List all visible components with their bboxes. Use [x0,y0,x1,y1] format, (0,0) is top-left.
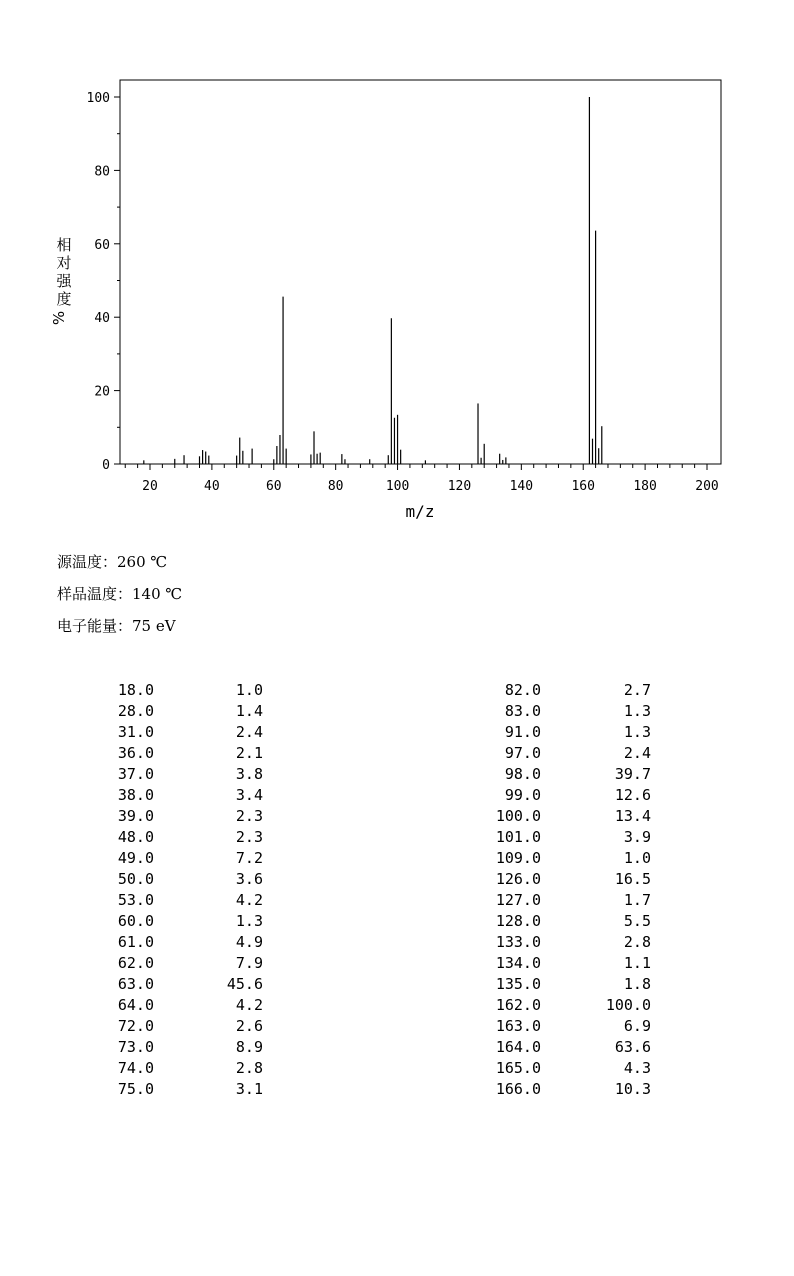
peak-mz: 165.0 [495,1059,541,1077]
peak-intensity: 1.7 [623,891,651,909]
peak-mz: 61.0 [117,933,154,951]
x-tick-label: 80 [327,479,344,494]
sample-temperature-value: 140 ℃ [132,585,183,603]
peak-intensity: 2.1 [235,744,263,762]
x-axis-label: m/z [405,502,435,521]
y-label-char: 度 [56,290,72,308]
x-tick-label: 100 [385,479,410,494]
peak-intensity: 3.1 [235,1080,263,1098]
peak-mz: 127.0 [495,891,541,909]
peak-mz: 28.0 [117,702,154,720]
peak-mz: 91.0 [504,723,541,741]
peak-intensity: 1.3 [235,912,263,930]
peak-mz: 39.0 [117,807,154,825]
y-label-char: 强 [56,272,72,290]
x-axis [125,464,718,494]
peak-mz: 36.0 [117,744,154,762]
peak-intensity: 2.3 [235,828,263,846]
peak-mz: 83.0 [504,702,541,720]
peak-mz: 72.0 [117,1017,154,1035]
peak-row [0,932,794,953]
x-tick-label: 40 [204,479,220,494]
y-label-char: 相 [56,236,72,254]
peak-row [0,827,794,848]
y-axis-label [50,236,72,325]
x-tick-label: 60 [265,479,282,494]
peak-intensity: 7.2 [235,849,263,867]
peak-intensity: 4.3 [623,1059,651,1077]
peak-mz: 53.0 [117,891,154,909]
peak-mz: 99.0 [504,786,541,804]
peak-intensity: 2.4 [235,723,263,741]
peak-row [0,995,794,1016]
y-tick-label: 40 [94,311,110,327]
peak-row [0,890,794,911]
peak-intensity: 63.6 [614,1038,651,1056]
peak-mz: 75.0 [117,1080,154,1098]
peak-mz: 60.0 [117,912,154,930]
peak-intensity: 1.0 [235,681,263,699]
peak-mz: 133.0 [495,933,541,951]
peak-intensity: 1.3 [623,723,651,741]
y-label-char: % [50,310,68,326]
sample-temperature-label: 样品温度： [57,585,133,603]
peak-mz: 50.0 [117,870,154,888]
peak-mz: 162.0 [495,996,541,1014]
y-label-char: 对 [56,254,72,272]
peak-row [0,680,794,701]
peak-mz: 31.0 [117,723,154,741]
electron-energy [57,615,176,636]
x-tick-label: 180 [633,479,657,494]
y-axis [87,91,120,473]
y-tick-label: 100 [86,91,110,106]
source-temperature [57,551,167,572]
peak-mz: 38.0 [117,786,154,804]
peak-intensity: 3.4 [235,786,263,804]
source-temperature-label: 源温度： [57,553,118,571]
peak-mz: 74.0 [117,1059,154,1077]
peak-mz: 166.0 [495,1080,541,1098]
peak-row [0,1016,794,1037]
peak-intensity: 3.9 [623,828,651,846]
peak-intensity: 7.9 [235,954,263,972]
peak-row [0,701,794,722]
peak-intensity: 2.8 [235,1059,263,1077]
peak-intensity: 13.4 [614,807,651,825]
peak-intensity: 2.4 [623,744,651,762]
peak-row [0,764,794,785]
peak-intensity: 100.0 [605,996,651,1014]
peak-mz: 64.0 [117,996,154,1014]
peak-intensity: 5.5 [623,912,651,930]
x-tick-label: 160 [571,479,595,494]
peak-intensity: 12.6 [614,786,651,804]
peak-intensity: 8.9 [235,1038,263,1056]
peak-intensity: 10.3 [614,1080,651,1098]
peak-intensity: 3.6 [235,870,263,888]
peak-row [0,806,794,827]
peak-intensity: 1.1 [623,954,651,972]
peak-intensity: 16.5 [614,870,651,888]
peak-mz: 82.0 [504,681,541,699]
peak-intensity: 2.3 [235,807,263,825]
electron-energy-label: 电子能量： [57,617,133,635]
peak-intensity: 39.7 [614,765,651,783]
electron-energy-value: 75 eV [132,617,176,635]
peak-intensity: 6.9 [623,1017,651,1035]
source-temperature-value: 260 ℃ [117,553,168,571]
y-tick-label: 60 [94,237,110,253]
peak-intensity: 4.9 [235,933,263,951]
peak-intensity: 1.4 [235,702,263,720]
peak-mz: 49.0 [117,849,154,867]
peak-row [0,1079,794,1100]
peak-mz: 101.0 [495,828,541,846]
peak-row [0,911,794,932]
peak-mz: 48.0 [117,828,154,846]
peak-mz: 134.0 [495,954,541,972]
peak-row [0,953,794,974]
peak-row [0,848,794,869]
peak-mz: 97.0 [504,744,541,762]
peak-intensity: 1.3 [623,702,651,720]
peak-mz: 126.0 [495,870,541,888]
peak-mz: 135.0 [495,975,541,993]
peak-mz: 63.0 [117,975,154,993]
peak-row [0,1058,794,1079]
peak-mz: 163.0 [495,1017,541,1035]
peak-row [0,1037,794,1058]
peak-mz: 109.0 [495,849,541,867]
peak-mz: 73.0 [117,1038,154,1056]
peak-mz: 37.0 [117,765,154,783]
peak-row [0,785,794,806]
peak-intensity: 2.8 [623,933,651,951]
peak-intensity: 2.7 [623,681,651,699]
peak-intensity: 1.0 [623,849,651,867]
peak-mz: 62.0 [117,954,154,972]
y-tick-label: 80 [94,164,110,180]
peak-mz: 18.0 [117,681,154,699]
peak-mz: 100.0 [495,807,541,825]
peak-intensity: 2.6 [235,1017,263,1035]
peak-row [0,743,794,764]
peak-intensity: 4.2 [235,891,263,909]
y-tick-label: 0 [102,458,110,473]
peak-intensity: 45.6 [226,975,263,993]
y-tick-label: 20 [94,384,110,400]
peak-mz: 98.0 [504,765,541,783]
peak-intensity: 3.8 [235,765,263,783]
peak-intensity: 4.2 [235,996,263,1014]
x-tick-label: 20 [142,479,158,494]
plot-frame [120,80,721,464]
x-tick-label: 200 [695,479,719,494]
peak-mz: 128.0 [495,912,541,930]
x-tick-label: 120 [447,479,472,494]
mass-spectrum-chart [0,0,794,540]
peak-row [0,722,794,743]
peak-mz: 164.0 [495,1038,541,1056]
sample-temperature [57,583,182,604]
x-tick-label: 140 [509,479,534,494]
peak-intensity: 1.8 [623,975,651,993]
peak-row [0,869,794,890]
peak-row [0,974,794,995]
spectrum-peaks [144,97,602,464]
